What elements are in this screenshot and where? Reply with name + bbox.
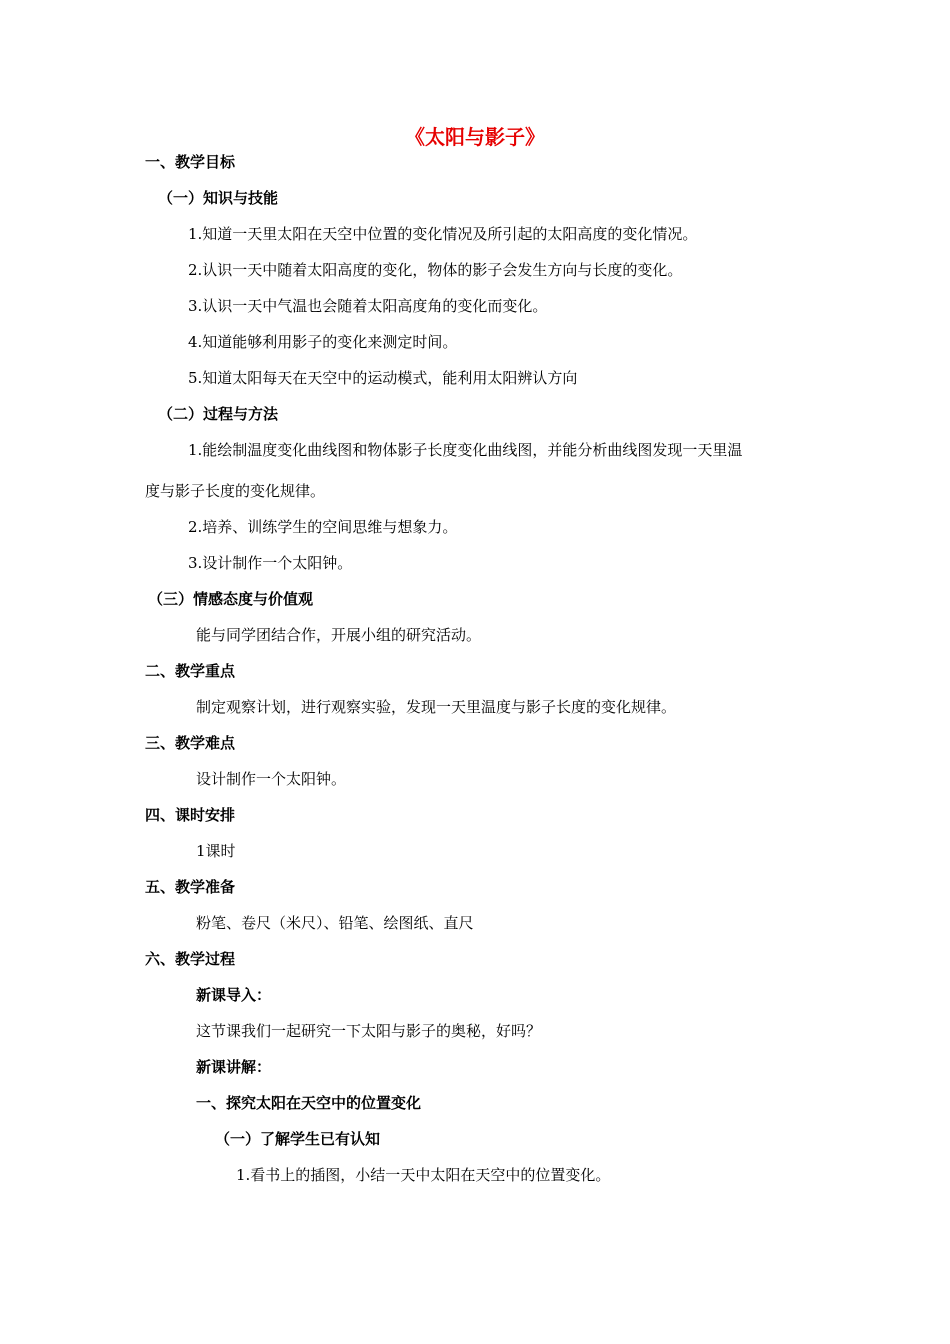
process-part-1-heading: 一、探究太阳在天空中的位置变化 xyxy=(196,1094,422,1112)
objective-knowledge-2: 2.认识一天中随着太阳高度的变化，物体的影子会发生方向与长度的变化。 xyxy=(188,261,683,279)
objective-process-3: 3.设计制作一个太阳钟。 xyxy=(188,554,353,572)
section-heading-difficulties: 三、教学难点 xyxy=(145,734,236,752)
objective-attitude-1: 能与同学团结合作，开展小组的研究活动。 xyxy=(196,626,482,644)
objective-process-1-line-1: 1.能绘制温度变化曲线图和物体影子长度变化曲线图，并能分析曲线图发现一天里温 xyxy=(188,441,743,459)
objective-knowledge-5: 5.知道太阳每天在天空中的运动模式，能利用太阳辨认方向 xyxy=(188,369,578,387)
objective-knowledge-3: 3.认识一天中气温也会随着太阳高度角的变化而变化。 xyxy=(188,297,548,315)
lecture-label: 新课讲解： xyxy=(196,1058,272,1076)
key-points-text: 制定观察计划，进行观察实验，发现一天里温度与影子长度的变化规律。 xyxy=(196,698,677,716)
subheading-attitude-values: （三）情感态度与价值观 xyxy=(148,590,314,608)
process-part-1-item-1: 1.看书上的插图，小结一天中太阳在天空中的位置变化。 xyxy=(236,1166,611,1184)
document-title: 《太阳与影子》 xyxy=(405,125,545,149)
section-heading-key-points: 二、教学重点 xyxy=(145,662,236,680)
objective-process-1-line-2: 度与影子长度的变化规律。 xyxy=(145,482,326,500)
section-heading-preparation: 五、教学准备 xyxy=(145,878,236,896)
objective-knowledge-1: 1.知道一天里太阳在天空中位置的变化情况及所引起的太阳高度的变化情况。 xyxy=(188,225,698,243)
schedule-text: 1课时 xyxy=(196,842,236,860)
intro-text: 这节课我们一起研究一下太阳与影子的奥秘，好吗？ xyxy=(196,1022,542,1040)
section-heading-objectives: 一、教学目标 xyxy=(145,153,236,171)
intro-label: 新课导入： xyxy=(196,986,272,1004)
subheading-process-methods: （二）过程与方法 xyxy=(158,405,279,423)
objective-knowledge-4: 4.知道能够利用影子的变化来测定时间。 xyxy=(188,333,458,351)
subheading-knowledge-skills: （一）知识与技能 xyxy=(158,189,279,207)
process-part-1-subheading: （一）了解学生已有认知 xyxy=(215,1130,381,1148)
section-heading-schedule: 四、课时安排 xyxy=(145,806,236,824)
preparation-text: 粉笔、卷尺（米尺）、铅笔、绘图纸、直尺 xyxy=(196,914,474,932)
section-heading-process: 六、教学过程 xyxy=(145,950,236,968)
objective-process-2: 2.培养、训练学生的空间思维与想象力。 xyxy=(188,518,458,536)
difficulties-text: 设计制作一个太阳钟。 xyxy=(196,770,347,788)
